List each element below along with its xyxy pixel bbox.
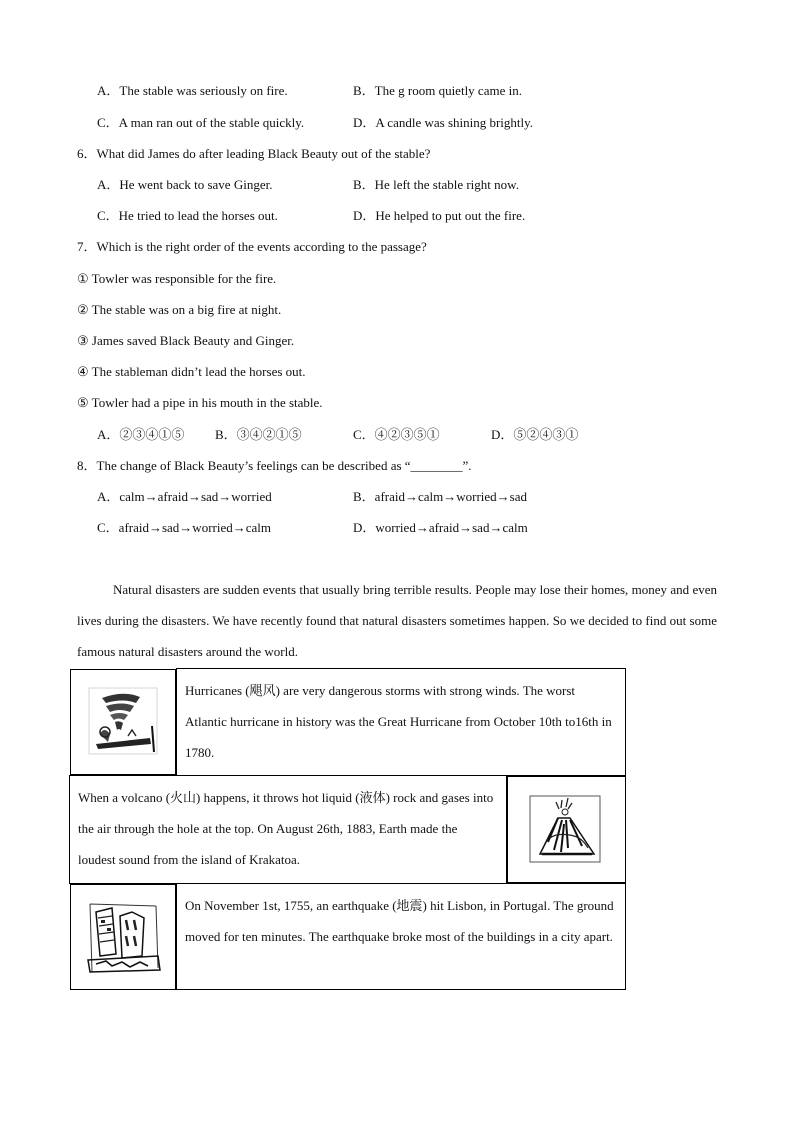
earthquake-picture-cell xyxy=(70,884,177,990)
passage-intro xyxy=(77,574,717,667)
hurricane-text-cell xyxy=(177,669,626,776)
q5-option-d: D．A candle was shining brightly. xyxy=(353,115,534,130)
q6-question: 6．What did James do after leading Black Beauty out of the stable? xyxy=(77,146,431,161)
q5-option-c: C．A man ran out of the stable quickly. xyxy=(97,115,305,130)
table-row-earthquake xyxy=(70,883,626,990)
q6-option-b: B．He left the stable right now. xyxy=(353,177,519,192)
q7-option-d: D．⑤②④③① xyxy=(491,427,579,442)
q7-event-5: ⑤ Towler had a pipe in his mouth in the stable. xyxy=(77,395,323,410)
earthquake-text: On November 1st, 1755, an earthquake (地震) hit Lisbon, in Portugal. The ground moved for ten minutes. The earthquake broke most of the buildings in a city apart. xyxy=(185,897,614,944)
table-row-hurricane xyxy=(70,669,626,776)
q6-option-d: D．He helped to put out the fire. xyxy=(353,208,526,223)
q7-option-b: B．③④②①⑤ xyxy=(215,427,302,442)
hurricane-picture-cell xyxy=(70,669,177,775)
passage-intro-text: Natural disasters are sudden events that usually bring terrible results. People may lose their homes, money and even lives during the disasters. We have recently found that natural disasters sometimes happen. So we decided to find out some famous natural disasters around the world. xyxy=(77,582,717,659)
earthquake-sketch-icon xyxy=(82,898,164,976)
q8-option-b: B．afraid→calm→worried→sad xyxy=(353,489,528,504)
hurricane-text: Hurricanes (飓风) are very dangerous storms with strong winds. The worst Atlantic hurricane in history was the Great Hurricane from October 10th to16th in 1780. xyxy=(185,683,612,760)
q7-question: 7．Which is the right order of the events according to the passage? xyxy=(77,239,427,254)
earthquake-text-cell xyxy=(177,883,626,990)
volcano-sketch-icon xyxy=(528,792,604,866)
q8-option-c: C．afraid→sad→worried→calm xyxy=(97,520,272,535)
table-row-volcano xyxy=(70,775,626,883)
q5-option-b: B．The g room quietly came in. xyxy=(353,83,522,98)
q7-option-c: C．④②③⑤① xyxy=(353,427,440,442)
volcano-text-cell xyxy=(70,775,507,883)
volcano-text: When a volcano (火山) happens, it throws hot liquid (液体) rock and gases into the air through the hole at the top. On August 26th, 1883, Earth made the loudest sound from the island of Krakatoa. xyxy=(78,789,494,867)
hurricane-sketch-icon xyxy=(88,686,158,758)
q7-event-4: ④ The stableman didn’t lead the horses out. xyxy=(77,364,306,379)
q7-event-1: ① Towler was responsible for the fire. xyxy=(77,271,277,286)
q7-event-2: ② The stable was on a big fire at night. xyxy=(77,302,282,317)
q6-option-c: C．He tried to lead the horses out. xyxy=(97,208,278,223)
q7-option-a: A．②③④①⑤ xyxy=(97,427,185,442)
q5-option-a: A．The stable was seriously on fire. xyxy=(97,83,288,98)
volcano-picture-cell xyxy=(507,776,626,883)
q8-option-a: A．calm→afraid→sad→worried xyxy=(97,489,272,504)
q6-option-a: A．He went back to save Ginger. xyxy=(97,177,273,192)
q8-question: 8．The change of Black Beauty’s feelings can be described as “________”. xyxy=(77,458,472,473)
disasters-table xyxy=(69,668,626,990)
q8-option-d: D．worried→afraid→sad→calm xyxy=(353,520,528,535)
q7-event-3: ③ James saved Black Beauty and Ginger. xyxy=(77,333,295,348)
